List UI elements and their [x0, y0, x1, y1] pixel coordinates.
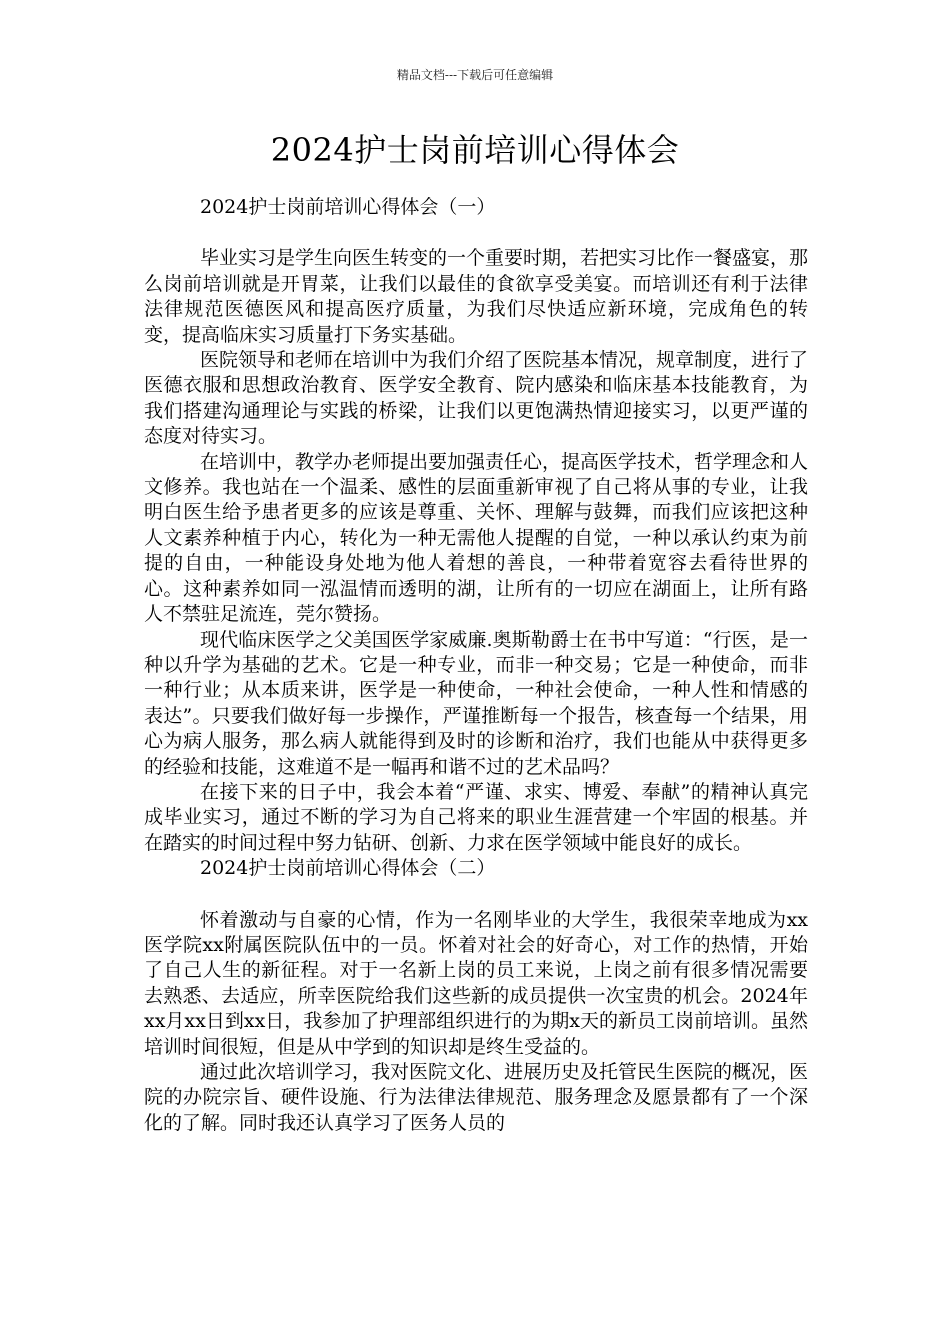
section-heading-2: 2024护士岗前培训心得体会（二） — [200, 857, 496, 880]
paragraph: 医院领导和老师在培训中为我们介绍了医院基本情况，规章制度，进行了医德衣服和思想政治教育、医学安全教育、院内感染和临床基本技能教育，为我们搭建沟通理论与实践的桥梁，让我们以更饱满热情迎接实习，以更严谨的态度对待实习。 — [144, 349, 809, 448]
document-body — [144, 195, 808, 1136]
document-title: 2024护士岗前培训心得体会 — [270, 131, 680, 169]
paragraph: 现代临床医学之父美国医学家威廉.奥斯勒爵士在书中写道：“行医，是一种以升学为基础的艺术。它是一种专业，而非一种交易；它是一种使命，而非一种行业；从本质来讲，医学是一种使命，一种社会使命，一种人性和情感的表达”。只要我们做好每一步操作，严谨推断每一个报告，核查每一个结果，用心为病人服务，那么病人就能得到及时的诊断和治疗，我们也能从中获得更多的经验和技能，这难道不是一幅再和谐不过的艺术品吗？ — [144, 628, 808, 778]
paragraph: 在接下来的日子中，我会本着“严谨、求实、博爱、奉献”的精神认真完成毕业实习，通过不断的学习为自己将来的职业生涯营建一个牢固的根基。并在踏实的时间过程中努力钻研、创新、力求在医学领域中能良好的成长。 — [144, 780, 808, 854]
paragraph: 在培训中，教学办老师提出要加强责任心，提高医学技术，哲学理念和人文修养。我也站在一个温柔、感性的层面重新审视了自己将从事的专业，让我明白医生给予患者更多的应该是尊重、关怀、理解与鼓舞，而我们应该把这种人文素养种植于内心，转化为一种无需他人提醒的自觉，一种以承认约束为前提的自由，一种能设身处地为他人着想的善良，一种带着宽容去看待世界的心。这种素养如同一泓温情而透明的湖，让所有的一切应在湖面上，让所有路人不禁驻足流连，莞尔赞扬。 — [144, 450, 809, 626]
paragraph: 怀着激动与自豪的心情，作为一名刚毕业的大学生，我很荣幸地成为xx医学院xx附属医院队伍中的一员。怀着对社会的好奇心，对工作的热情，开始了自己人生的新征程。对于一名新上岗的员工来说，上岗之前有很多情况需要去熟悉、去适应，所幸医院给我们这些新的成员提供一次宝贵的机会。2024年xx月xx日到xx日，我参加了护理部组织进行的为期x天的新员工岗前培训。虽然培训时间很短，但是从中学到的知识却是终生受益的。 — [144, 908, 809, 1058]
section-heading-1: 2024护士岗前培训心得体会（一） — [200, 196, 496, 218]
paragraph: 毕业实习是学生向医生转变的一个重要时期，若把实习比作一餐盛宴，那么岗前培训就是开胃菜，让我们以最佳的食欲享受美宴。而培训还有利于法律法律规范医德医风和提高医疗质量，为我们尽快适应新环境，完成角色的转变，提高临床实习质量打下务实基础。 — [144, 247, 809, 346]
paragraph: 通过此次培训学习，我对医院文化、进展历史及托管民生医院的概况，医院的办院宗旨、硬件设施、行为法律法律规范、服务理念及愿景都有了一个深化的了解。同时我还认真学习了医务人员的 — [144, 1061, 809, 1134]
page-header: 精品文档---下载后可任意编辑 — [396, 68, 554, 82]
